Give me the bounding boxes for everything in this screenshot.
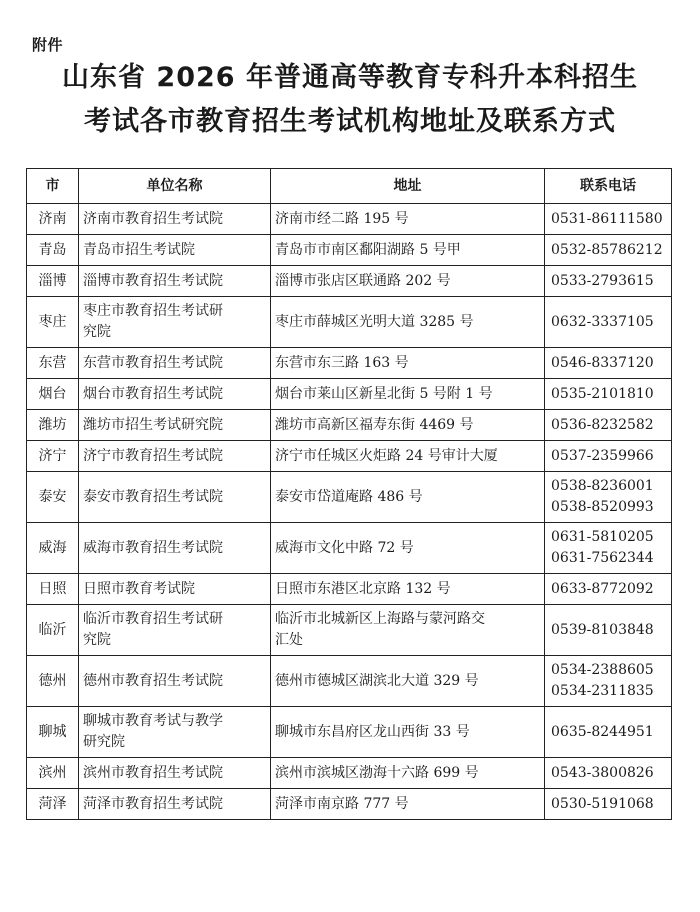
cell-address-line: 枣庄市薛城区光明大道 3285 号: [275, 313, 474, 330]
cell-unit-name-line: 青岛市招生考试院: [83, 241, 195, 258]
cell-address-line: 东营市东三路 163 号: [275, 354, 409, 371]
cell-unit-name: [79, 605, 271, 656]
table-row: [27, 204, 672, 235]
cell-phone-line: 0531-86111580: [551, 210, 663, 227]
cell-phone-line: 0546-8337120: [551, 354, 654, 371]
cell-unit-name-line: 烟台市教育招生考试院: [83, 385, 223, 402]
cell-city: 济南: [27, 204, 79, 235]
cell-phone: [545, 789, 672, 820]
cell-address: [271, 789, 545, 820]
cell-phone-line: 0543-3800826: [551, 764, 654, 781]
header-phone: 联系电话: [545, 169, 672, 204]
table-row: [27, 266, 672, 297]
table-row: [27, 297, 672, 348]
cell-phone: [545, 297, 672, 348]
cell-phone-line: 0534-2311835: [551, 683, 654, 699]
cell-phone: [545, 441, 672, 472]
cell-address-line: 临沂市北城新区上海路与蒙河路交: [275, 611, 485, 627]
cell-city: 泰安: [27, 472, 79, 523]
cell-address-line: 滨州市滨城区渤海十六路 699 号: [275, 764, 479, 781]
table-row: [27, 656, 672, 707]
cell-unit-name: [79, 410, 271, 441]
cell-unit-name-line: 究院: [83, 632, 111, 648]
table-header-row: [27, 169, 672, 204]
header-unit-name: 单位名称: [79, 169, 271, 204]
cell-city: 临沂: [27, 605, 79, 656]
cell-city: 日照: [27, 574, 79, 605]
cell-unit-name: [79, 297, 271, 348]
cell-address: [271, 758, 545, 789]
cell-unit-name-line: 淄博市教育招生考试院: [83, 272, 223, 289]
contact-table: [26, 168, 672, 820]
table-body: [27, 204, 672, 820]
cell-phone-line: 0635-8244951: [551, 723, 654, 740]
cell-address: [271, 441, 545, 472]
cell-city: 菏泽: [27, 789, 79, 820]
cell-unit-name: [79, 472, 271, 523]
cell-unit-name: [79, 789, 271, 820]
cell-address-line: 潍坊市高新区福寿东街 4469 号: [275, 416, 474, 433]
cell-phone: [545, 707, 672, 758]
cell-address: [271, 348, 545, 379]
cell-address-line: 淄博市张店区联通路 202 号: [275, 272, 451, 289]
cell-address: [271, 379, 545, 410]
document-title-line-1: 山东省 2026 年普通高等教育专科升本科招生: [62, 62, 638, 93]
cell-phone: [545, 235, 672, 266]
cell-city: 枣庄: [27, 297, 79, 348]
cell-address-line: 济宁市任城区火炬路 24 号审计大厦: [275, 447, 498, 464]
cell-address: [271, 523, 545, 574]
cell-phone: [545, 472, 672, 523]
cell-unit-name-line: 德州市教育招生考试院: [83, 672, 223, 689]
cell-address-line: 聊城市东昌府区龙山西街 33 号: [275, 723, 470, 740]
cell-address-line: 日照市东港区北京路 132 号: [275, 580, 451, 597]
cell-address-line: 济南市经二路 195 号: [275, 210, 409, 227]
cell-unit-name: [79, 758, 271, 789]
table-row: [27, 789, 672, 820]
cell-phone-line: 0633-8772092: [551, 580, 654, 597]
cell-phone: [545, 605, 672, 656]
cell-unit-name-line: 枣庄市教育招生考试研: [83, 303, 223, 319]
cell-address-line: 威海市文化中路 72 号: [275, 539, 414, 556]
cell-address: [271, 605, 545, 656]
cell-address: [271, 410, 545, 441]
header-address: 地址: [271, 169, 545, 204]
cell-phone-line: 0534-2388605: [551, 662, 654, 678]
cell-phone-line: 0632-3337105: [551, 313, 654, 330]
table-row: [27, 441, 672, 472]
table-row: [27, 707, 672, 758]
cell-address-line: 烟台市莱山区新星北街 5 号附 1 号: [275, 385, 493, 402]
cell-unit-name-line: 潍坊市招生考试研究院: [83, 416, 223, 433]
cell-unit-name: [79, 523, 271, 574]
cell-address: [271, 472, 545, 523]
cell-unit-name-line: 滨州市教育招生考试院: [83, 764, 223, 781]
cell-city: 潍坊: [27, 410, 79, 441]
cell-phone-line: 0530-5191068: [551, 795, 654, 812]
cell-phone: [545, 656, 672, 707]
cell-unit-name-line: 菏泽市教育招生考试院: [83, 795, 223, 812]
table-row: [27, 348, 672, 379]
cell-phone-line: 0538-8236001: [551, 478, 654, 494]
table-row: [27, 235, 672, 266]
cell-phone-line: 0532-85786212: [551, 241, 663, 258]
cell-unit-name-line: 威海市教育招生考试院: [83, 539, 223, 556]
cell-unit-name-line: 聊城市教育考试与教学: [83, 713, 223, 729]
cell-phone: [545, 410, 672, 441]
attachment-label: 附件: [32, 36, 64, 54]
cell-unit-name-line: 济南市教育招生考试院: [83, 210, 223, 227]
cell-phone: [545, 266, 672, 297]
table-row: [27, 379, 672, 410]
cell-address: [271, 204, 545, 235]
cell-city: 淄博: [27, 266, 79, 297]
cell-address: [271, 266, 545, 297]
cell-city: 聊城: [27, 707, 79, 758]
cell-unit-name-line: 东营市教育招生考试院: [83, 354, 223, 371]
table-row: [27, 605, 672, 656]
cell-unit-name-line: 究院: [83, 324, 111, 340]
cell-phone-line: 0538-8520993: [551, 499, 654, 515]
document-title-line-2: 考试各市教育招生考试机构地址及联系方式: [84, 106, 616, 137]
cell-address-line: 汇处: [275, 632, 303, 648]
cell-phone-line: 0539-8103848: [551, 621, 654, 638]
table-row: [27, 574, 672, 605]
cell-phone: [545, 348, 672, 379]
cell-phone-line: 0537-2359966: [551, 447, 654, 464]
cell-phone: [545, 204, 672, 235]
cell-address: [271, 574, 545, 605]
table-row: [27, 472, 672, 523]
cell-address-line: 德州市德城区湖滨北大道 329 号: [275, 672, 479, 689]
cell-phone-line: 0535-2101810: [551, 385, 654, 402]
cell-unit-name-line: 日照市教育考试院: [83, 580, 195, 597]
cell-address-line: 青岛市市南区鄱阳湖路 5 号甲: [275, 241, 461, 258]
cell-phone: [545, 379, 672, 410]
cell-unit-name: [79, 204, 271, 235]
cell-address: [271, 656, 545, 707]
cell-unit-name: [79, 348, 271, 379]
cell-address: [271, 235, 545, 266]
cell-phone: [545, 758, 672, 789]
table-row: [27, 523, 672, 574]
header-city: 市: [27, 169, 79, 204]
cell-city: 德州: [27, 656, 79, 707]
cell-unit-name-line: 临沂市教育招生考试研: [83, 611, 223, 627]
cell-unit-name-line: 济宁市教育招生考试院: [83, 447, 223, 464]
cell-city: 青岛: [27, 235, 79, 266]
table-row: [27, 410, 672, 441]
cell-phone-line: 0631-7562344: [551, 550, 654, 566]
cell-phone: [545, 523, 672, 574]
cell-phone-line: 0536-8232582: [551, 416, 654, 433]
cell-unit-name: [79, 379, 271, 410]
cell-unit-name: [79, 266, 271, 297]
cell-unit-name: [79, 707, 271, 758]
table-row: [27, 758, 672, 789]
cell-unit-name: [79, 574, 271, 605]
cell-unit-name-line: 泰安市教育招生考试院: [83, 488, 223, 505]
cell-phone: [545, 574, 672, 605]
cell-unit-name: [79, 441, 271, 472]
cell-unit-name-line: 研究院: [83, 734, 125, 750]
cell-city: 烟台: [27, 379, 79, 410]
cell-city: 威海: [27, 523, 79, 574]
cell-address-line: 泰安市岱道庵路 486 号: [275, 488, 423, 505]
cell-unit-name: [79, 235, 271, 266]
cell-phone-line: 0631-5810205: [551, 529, 654, 545]
cell-unit-name: [79, 656, 271, 707]
cell-city: 济宁: [27, 441, 79, 472]
cell-city: 滨州: [27, 758, 79, 789]
cell-address: [271, 297, 545, 348]
cell-phone-line: 0533-2793615: [551, 272, 654, 289]
cell-address-line: 菏泽市南京路 777 号: [275, 795, 409, 812]
cell-city: 东营: [27, 348, 79, 379]
cell-address: [271, 707, 545, 758]
